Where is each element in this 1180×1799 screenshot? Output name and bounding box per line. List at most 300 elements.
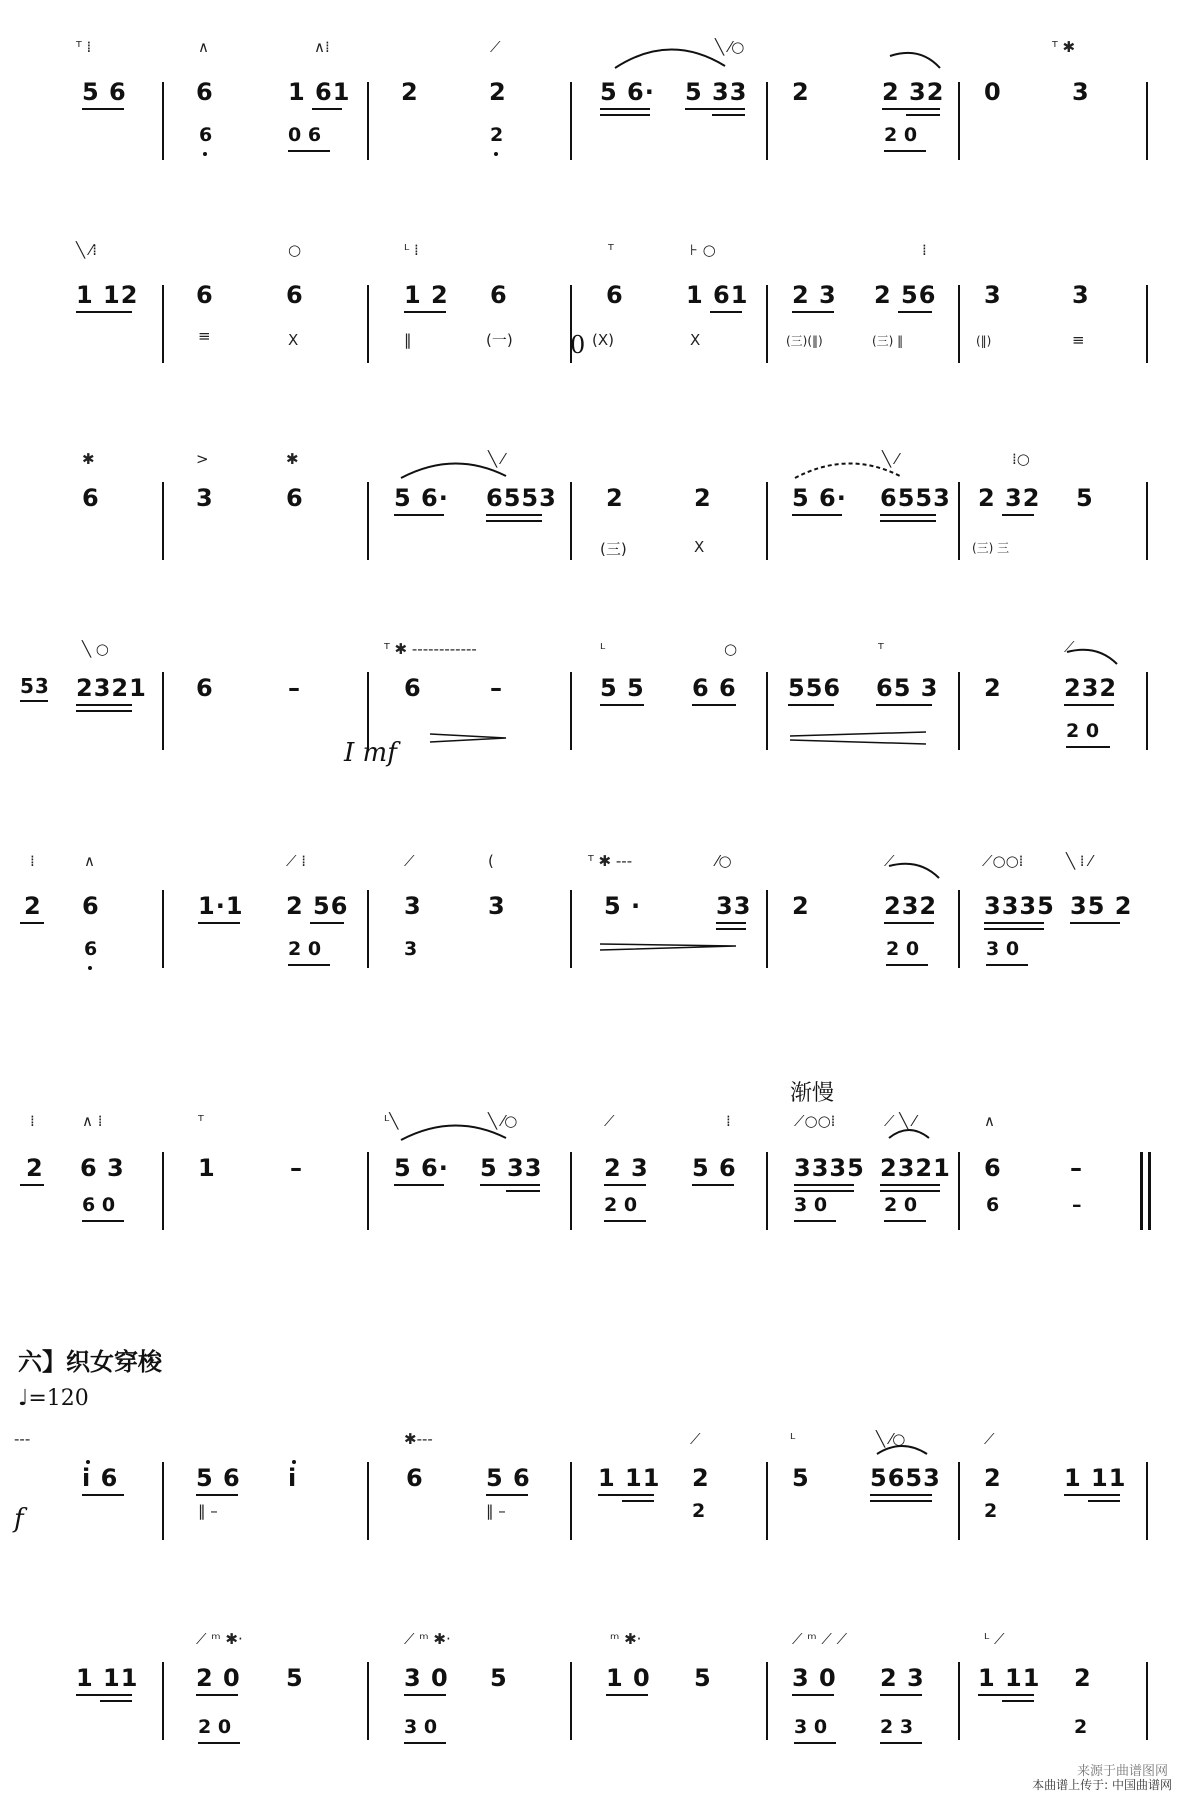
barline <box>570 1662 572 1740</box>
underline <box>506 1190 540 1192</box>
underline <box>884 150 926 152</box>
technique-mark: --- <box>14 1430 31 1448</box>
underline <box>480 1184 540 1186</box>
jianpu-note: i 6 <box>82 1464 119 1492</box>
notation-row-6 <box>0 1076 1180 1226</box>
underline <box>312 108 342 110</box>
technique-mark: ⟋ ᵐ ✱· <box>196 1630 243 1648</box>
lower-part-note: 3 0 <box>794 1194 828 1216</box>
barline <box>766 482 768 560</box>
jianpu-note: 6 <box>286 484 304 512</box>
notation-row-2 <box>0 243 1180 393</box>
underline <box>1088 1500 1120 1502</box>
underline <box>82 1220 124 1222</box>
underline <box>880 1184 940 1186</box>
lower-part-note: 2 <box>1074 1716 1088 1738</box>
jianpu-note: 6 <box>196 281 214 309</box>
underline <box>986 964 1028 966</box>
technique-mark: ╲ ○ <box>82 640 109 658</box>
underline <box>82 108 124 110</box>
jianpu-note: 1 12 <box>76 281 139 309</box>
jianpu-note: 2 3 <box>604 1154 649 1182</box>
technique-mark: ⟋ <box>404 852 415 870</box>
barline <box>367 1462 369 1540</box>
percussion-mark: ‖ – <box>198 1502 218 1520</box>
barline <box>1146 1662 1148 1740</box>
percussion-mark: (三) <box>600 540 627 558</box>
barline <box>958 1462 960 1540</box>
jianpu-note: 5 <box>286 1664 304 1692</box>
octave-dot <box>88 966 92 970</box>
underline <box>870 1494 932 1496</box>
underline <box>794 1184 854 1186</box>
underline <box>76 1694 132 1696</box>
technique-mark: ╲ ⁞ ⁄ <box>1066 852 1092 870</box>
technique-mark: ∧ <box>84 852 95 870</box>
jianpu-note: 6 3 <box>80 1154 125 1182</box>
technique-mark: ᵀ ✱ --- <box>588 852 633 870</box>
jianpu-note: 1·1 <box>198 892 244 920</box>
jianpu-note: 5 6· <box>394 1154 449 1182</box>
jianpu-note: 2 <box>489 78 507 106</box>
underline <box>76 704 132 706</box>
underline <box>1070 922 1120 924</box>
jianpu-note: 5 5 <box>600 674 645 702</box>
underline <box>884 922 934 924</box>
percussion-mark: (三) ‖ <box>872 334 904 348</box>
underline <box>906 114 940 116</box>
underline <box>880 514 936 516</box>
technique-mark: ╲ ⁄○ <box>876 1430 906 1448</box>
underline <box>1002 1700 1034 1702</box>
jianpu-note: 6553 <box>880 484 951 512</box>
jianpu-note: 5 <box>792 1464 810 1492</box>
technique-mark: ⟋ <box>1064 638 1075 656</box>
jianpu-note: 232 <box>1064 674 1118 702</box>
underline <box>604 1184 646 1186</box>
jianpu-note: 3 <box>488 892 506 920</box>
percussion-mark: (一) <box>486 331 513 349</box>
lower-part-note: 6 0 <box>82 1194 116 1216</box>
jianpu-note: 3 <box>1072 281 1090 309</box>
jianpu-note: – <box>490 674 503 702</box>
jianpu-note: 3 <box>984 281 1002 309</box>
technique-mark: ⁞ <box>922 241 927 259</box>
technique-mark: ᵀ ✱ ------------ <box>384 640 477 658</box>
barline <box>162 82 164 160</box>
underline <box>622 1500 654 1502</box>
jianpu-note: 6 <box>490 281 508 309</box>
lower-part-note: 0 6 <box>288 124 322 146</box>
underline <box>792 311 834 313</box>
dynamic-mf: I mf <box>344 738 397 768</box>
jianpu-note: 2 32 <box>978 484 1041 512</box>
underline <box>196 1694 238 1696</box>
underline <box>100 1700 132 1702</box>
jianpu-note: 1 11 <box>1064 1464 1127 1492</box>
footer-credit: 本曲谱上传于: 中国曲谱网 <box>1032 1778 1172 1792</box>
technique-mark: ᵐ ✱· <box>610 1630 642 1648</box>
jianpu-note: 33 <box>716 892 752 920</box>
decrescendo-hairpin <box>600 936 740 956</box>
underline <box>984 922 1044 924</box>
jianpu-note: 1 2 <box>404 281 449 309</box>
jianpu-note: 5653 <box>870 1464 941 1492</box>
underline <box>876 704 932 706</box>
barline <box>766 1152 768 1230</box>
lower-part-note: 2 0 <box>288 938 322 960</box>
technique-mark: ᵀ <box>198 1112 204 1130</box>
underline <box>884 1220 926 1222</box>
jianpu-note: 2321 <box>76 674 147 702</box>
lower-part-note: 2 0 <box>886 938 920 960</box>
technique-mark: ⟋ <box>604 1112 615 1130</box>
lower-part-note: 3 0 <box>794 1716 828 1738</box>
lower-part-note: 2 0 <box>884 124 918 146</box>
jianpu-note: 2 <box>401 78 419 106</box>
lower-part-note: 3 0 <box>986 938 1020 960</box>
jianpu-note: 3 <box>196 484 214 512</box>
barline <box>570 672 572 750</box>
technique-mark: ⟋ ⁞ <box>286 852 307 870</box>
underline <box>404 1694 446 1696</box>
barline <box>1146 482 1148 560</box>
jianpu-note: 3335 <box>984 892 1055 920</box>
underline <box>600 108 650 110</box>
slur-arc <box>884 852 944 886</box>
technique-mark: ᵀ <box>878 640 884 658</box>
technique-mark: ⟋ <box>984 1430 995 1448</box>
underline <box>880 520 936 522</box>
jianpu-note: 556 <box>788 674 842 702</box>
jianpu-note: 2 <box>692 1464 710 1492</box>
underline <box>898 311 932 313</box>
jianpu-note: 5 6 <box>82 78 127 106</box>
underline <box>198 922 240 924</box>
dynamic-f: f <box>14 1504 24 1534</box>
notation-row-7 <box>0 1420 1180 1570</box>
notation-row-3 <box>0 440 1180 590</box>
jianpu-note: 2 3 <box>792 281 837 309</box>
crescendo-hairpin <box>430 726 510 750</box>
lower-part-note: 2 0 <box>604 1194 638 1216</box>
jianpu-note: 2 <box>984 1464 1002 1492</box>
technique-mark: ⁞○ <box>1012 450 1030 468</box>
notation-row-5 <box>0 848 1180 998</box>
barline <box>367 890 369 968</box>
notation-row-1 <box>0 40 1180 190</box>
jianpu-note: 6 <box>406 1464 424 1492</box>
jianpu-note: 2 3 <box>880 1664 925 1692</box>
technique-mark: ᴸ ⟋ <box>984 1630 1005 1648</box>
lower-part-note: 6 <box>84 938 98 960</box>
barline <box>162 672 164 750</box>
percussion-mark: X <box>690 331 701 349</box>
barline <box>958 285 960 363</box>
technique-mark: ⁞ <box>726 1112 731 1130</box>
jianpu-note: 1 11 <box>598 1464 661 1492</box>
underline <box>1066 746 1110 748</box>
jianpu-note: 6 6 <box>692 674 737 702</box>
underline <box>606 1694 648 1696</box>
technique-mark: ✱ <box>82 450 95 468</box>
technique-mark: ╲ ⁄ <box>882 450 899 468</box>
slur-arc <box>872 1436 932 1462</box>
technique-mark: ᵀ <box>608 241 614 259</box>
barline <box>958 82 960 160</box>
underline <box>788 704 834 706</box>
technique-mark: ᵀ ⁞ <box>76 38 92 56</box>
jianpu-note: 6 <box>196 78 214 106</box>
underline <box>20 1184 44 1186</box>
technique-mark: ╲ ⁄○ <box>488 1112 518 1130</box>
underline <box>404 311 446 313</box>
percussion-mark: (三)(‖) <box>786 334 823 348</box>
barline <box>162 285 164 363</box>
technique-mark: ╲ ⁄○ <box>715 38 745 56</box>
underline <box>196 1494 238 1496</box>
jianpu-note: 6 <box>82 892 100 920</box>
jianpu-note: 2 56 <box>286 892 349 920</box>
jianpu-note: 3 <box>404 892 422 920</box>
jianpu-note: 35 2 <box>1070 892 1133 920</box>
final-barline <box>1140 1152 1143 1230</box>
barline <box>1146 285 1148 363</box>
lower-part-note: 2 3 <box>880 1716 914 1738</box>
underline <box>20 922 44 924</box>
jianpu-note: – <box>288 674 301 702</box>
lower-part-note: 2 0 <box>1066 720 1100 742</box>
lower-part-note: – <box>1072 1194 1082 1216</box>
technique-mark: ᴸ ⁞ <box>404 241 419 259</box>
technique-mark: ∧ <box>198 38 209 56</box>
technique-mark: ᴸ <box>600 640 606 658</box>
jianpu-note: 3 0 <box>404 1664 449 1692</box>
barline <box>570 1462 572 1540</box>
lower-part-note: 2 <box>692 1500 706 1522</box>
underline <box>310 922 344 924</box>
jianpu-note: 1 <box>198 1154 216 1182</box>
lower-part-note: 3 0 <box>404 1716 438 1738</box>
barline <box>766 672 768 750</box>
barline <box>958 890 960 968</box>
technique-mark: ⟋○○⁞ <box>982 852 1024 870</box>
underline <box>82 1494 124 1496</box>
percussion-mark: ≡ <box>198 327 211 345</box>
percussion-mark: ‖ <box>404 331 412 349</box>
underline <box>712 114 745 116</box>
technique-mark: ᵀ ✱ <box>1052 38 1076 56</box>
underline <box>486 514 542 516</box>
lower-part-note: 2 <box>984 1500 998 1522</box>
lower-part-note: 3 <box>404 938 418 960</box>
underline <box>716 922 746 924</box>
technique-mark: ⟋ <box>490 38 501 56</box>
octave-dot <box>494 152 498 156</box>
barline <box>570 890 572 968</box>
slur-arc <box>610 40 730 70</box>
octave-dot <box>203 152 207 156</box>
jianpu-note: – <box>290 1154 303 1182</box>
jianpu-note: 232 <box>884 892 938 920</box>
jianpu-note: 6 <box>984 1154 1002 1182</box>
underline <box>288 150 330 152</box>
technique-mark: ✱--- <box>404 1430 433 1448</box>
barline <box>958 482 960 560</box>
jianpu-note: 6 <box>196 674 214 702</box>
jianpu-note: 5 <box>1076 484 1094 512</box>
jianpu-note: 2 <box>984 674 1002 702</box>
percussion-mark: (‖) <box>976 334 992 348</box>
underline <box>984 928 1044 930</box>
jianpu-note: 5 33 <box>480 1154 543 1182</box>
technique-mark: ╲ ⁄ <box>488 450 505 468</box>
underline <box>978 1694 1034 1696</box>
jianpu-note: 2 32 <box>882 78 945 106</box>
underline <box>882 108 940 110</box>
technique-mark: ⟋ <box>884 852 895 870</box>
jianpu-note: 1 11 <box>76 1664 139 1692</box>
underline <box>604 1220 646 1222</box>
underline <box>600 704 644 706</box>
lower-part-note: 2 0 <box>884 1194 918 1216</box>
underline <box>486 520 542 522</box>
octave-dot <box>292 1460 296 1464</box>
technique-mark: ○ <box>288 241 302 259</box>
technique-mark: ( <box>488 852 494 870</box>
underline <box>794 1220 836 1222</box>
underline <box>198 1742 240 1744</box>
tempo-ritardando: 渐慢 <box>790 1081 835 1106</box>
technique-mark: ○ <box>724 640 738 658</box>
barline <box>570 482 572 560</box>
jianpu-note: 1 61 <box>288 78 351 106</box>
barline <box>958 672 960 750</box>
jianpu-note: 53 <box>20 674 50 698</box>
jianpu-note: 5 · <box>604 892 642 920</box>
jianpu-note: 5 6 <box>692 1154 737 1182</box>
underline <box>600 114 650 116</box>
underline <box>880 1694 922 1696</box>
technique-mark: ⁄○ <box>716 852 732 870</box>
barline <box>766 890 768 968</box>
jianpu-note: 2 <box>606 484 624 512</box>
barline <box>162 890 164 968</box>
underline <box>716 928 746 930</box>
jianpu-note: 2 <box>792 892 810 920</box>
technique-mark: ⁞ <box>30 1112 35 1130</box>
barline <box>367 1152 369 1230</box>
jianpu-note: 6 <box>606 281 624 309</box>
jianpu-note: 6 <box>82 484 100 512</box>
underline <box>870 1500 932 1502</box>
barline <box>1146 1462 1148 1540</box>
jianpu-note: 3 <box>1072 78 1090 106</box>
tempo-marking: ♩=120 <box>18 1386 89 1411</box>
underline <box>685 108 745 110</box>
technique-mark: ∧⁞ <box>314 38 330 56</box>
underline <box>486 1494 528 1496</box>
jianpu-note: 0 <box>984 78 1002 106</box>
jianpu-note: 6 <box>286 281 304 309</box>
underline <box>880 1190 940 1192</box>
underline <box>404 1742 446 1744</box>
underline <box>794 1742 836 1744</box>
barline <box>766 285 768 363</box>
barline <box>766 1462 768 1540</box>
jianpu-note: 2 56 <box>874 281 937 309</box>
technique-mark: ╲ ⁄⁞ <box>76 241 98 259</box>
underline <box>794 1190 854 1192</box>
barline <box>162 1662 164 1740</box>
underline <box>880 1742 922 1744</box>
slur-arc <box>396 1116 512 1146</box>
rest-zero: 0 <box>570 331 587 359</box>
barline <box>367 482 369 560</box>
jianpu-note: 65 3 <box>876 674 939 702</box>
barline <box>958 1152 960 1230</box>
notation-row-8 <box>0 1620 1180 1770</box>
technique-mark: ✱ <box>286 450 299 468</box>
barline <box>1146 82 1148 160</box>
technique-mark: ᴸ╲ <box>384 1112 399 1130</box>
percussion-mark: ≡ <box>1072 331 1085 349</box>
lower-part-note: 6 <box>986 1194 1000 1216</box>
slur-arc <box>885 46 945 76</box>
jianpu-note: i <box>288 1464 298 1492</box>
underline <box>792 1694 834 1696</box>
technique-mark: ⟋ ᵐ ✱· <box>404 1630 451 1648</box>
slur-arc <box>1062 638 1122 672</box>
lower-part-note: 6 <box>199 124 213 146</box>
jianpu-note: 2 0 <box>196 1664 241 1692</box>
technique-mark: > <box>196 450 209 468</box>
jianpu-note: 5 6· <box>600 78 655 106</box>
percussion-mark: X <box>694 538 705 556</box>
notation-row-4 <box>0 630 1180 780</box>
jianpu-note: 2 <box>792 78 810 106</box>
barline <box>766 1662 768 1740</box>
underline <box>1064 704 1114 706</box>
barline <box>162 482 164 560</box>
barline <box>570 82 572 160</box>
percussion-mark: X <box>288 331 299 349</box>
technique-mark: ᴸ <box>790 1430 796 1448</box>
underline <box>1002 514 1034 516</box>
jianpu-note: 5 6 <box>486 1464 531 1492</box>
slur-arc <box>396 450 512 484</box>
jianpu-note: 2 <box>26 1154 44 1182</box>
underline <box>76 710 132 712</box>
underline <box>792 514 842 516</box>
underline <box>1064 1494 1120 1496</box>
percussion-mark: (X) <box>592 331 614 349</box>
slur-arc <box>790 450 906 484</box>
technique-mark: ⊦ ○ <box>690 241 716 259</box>
jianpu-note: 5 6· <box>792 484 847 512</box>
barline <box>766 82 768 160</box>
jianpu-note: 5 33 <box>685 78 748 106</box>
jianpu-note: 3335 <box>794 1154 865 1182</box>
jianpu-note: 2321 <box>880 1154 951 1182</box>
technique-mark: ⟋ <box>690 1430 701 1448</box>
lower-part-note: 2 0 <box>198 1716 232 1738</box>
decrescendo-hairpin <box>790 726 930 750</box>
barline <box>367 285 369 363</box>
section-title: 六】织女穿梭 <box>18 1347 162 1376</box>
barline <box>367 1662 369 1740</box>
jianpu-note: 2 <box>1074 1664 1092 1692</box>
